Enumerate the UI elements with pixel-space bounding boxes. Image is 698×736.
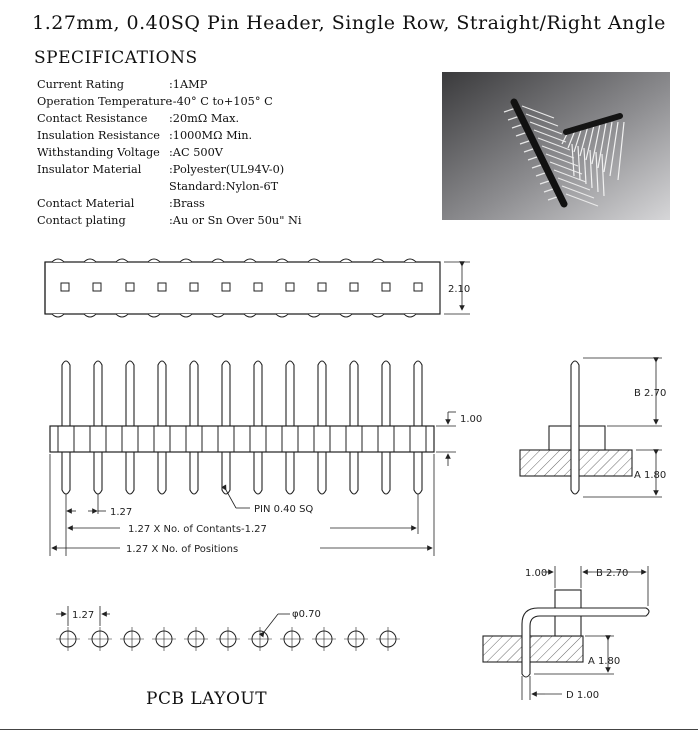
spec-value: :-40° C to+105° C (169, 95, 273, 108)
top-view (45, 259, 470, 317)
contacts-length-formula: 1.27 X No. of Contants-1.27 (128, 524, 267, 535)
spec-label: Contact plating (37, 214, 126, 227)
spec-label: Contact Resistance (37, 112, 148, 125)
document-title: 1.27mm, 0.40SQ Pin Header, Single Row, Straight/Right Angle (32, 12, 666, 34)
side-a-dimension: A 1.80 (634, 470, 667, 481)
pcb-pitch-dimension: 1.27 (72, 610, 95, 621)
spec-value: :Au or Sn Over 50u" Ni (169, 214, 302, 227)
ra-b-dimension: B 2.70 (596, 568, 629, 579)
spec-label: Contact Material (37, 197, 135, 210)
spec-value: Standard:Nylon-6T (169, 180, 279, 193)
side-view-right-angle (483, 566, 649, 700)
hole-diameter-dimension: φ0.70 (292, 609, 321, 620)
specifications-heading: SPECIFICATIONS (34, 48, 198, 68)
pcb-layout-label: PCB LAYOUT (146, 689, 268, 709)
ra-a-dimension: A 1.80 (588, 656, 621, 667)
spec-value: :1000MΩ Min. (169, 129, 253, 142)
spec-label: Insulation Resistance (37, 129, 160, 142)
spec-value: :1AMP (169, 78, 208, 91)
ra-body-dimension: 1.00 (525, 568, 548, 579)
spec-label: Withstanding Voltage (37, 146, 160, 159)
spec-value: :Polyester(UL94V-0) (169, 163, 285, 176)
positions-length-formula: 1.27 X No. of Positions (126, 544, 239, 555)
ra-d-dimension: D 1.00 (566, 690, 600, 701)
spec-label: Current Rating (37, 78, 124, 91)
pcb-layout-view (56, 606, 400, 651)
spec-label: Operation Temperature (37, 95, 173, 108)
top-height-dimension: 2.10 (448, 284, 471, 295)
spec-label: Insulator Material (37, 163, 142, 176)
side-b-dimension: B 2.70 (634, 388, 667, 399)
body-thickness-dimension: 1.00 (460, 414, 483, 425)
pin-size-note: PIN 0.40 SQ (254, 504, 314, 515)
bottom-rule (0, 729, 698, 730)
pitch-dimension: 1.27 (110, 507, 133, 518)
spec-value: :AC 500V (169, 146, 223, 159)
spec-value: :Brass (169, 197, 205, 210)
spec-value: :20mΩ Max. (169, 112, 240, 125)
